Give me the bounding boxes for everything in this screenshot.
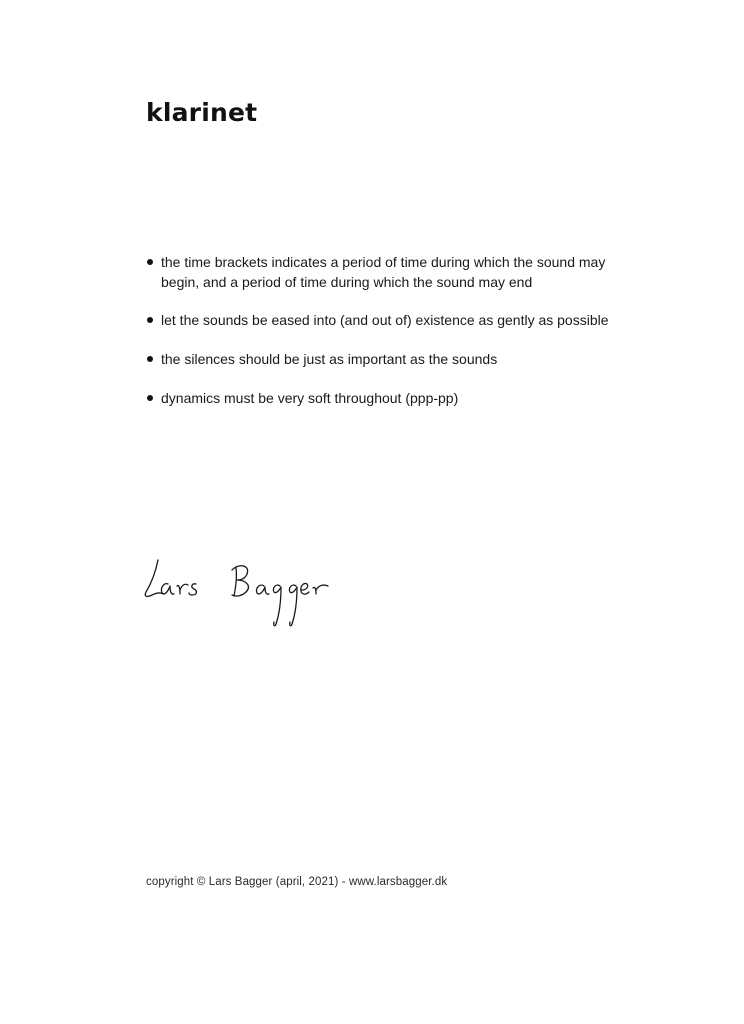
bullet-icon [147,317,153,323]
performance-note [146,310,646,330]
copyright-text: copyright © Lars Bagger (april, 2021) - www.larsbagger.dk [146,876,448,888]
performance-note [146,252,646,292]
performance-note [146,388,646,408]
performance-notes-list [146,252,646,426]
performance-note [146,349,646,369]
page-title: klarinet [146,98,258,127]
bullet-icon [147,356,153,362]
bullet-icon [147,395,153,401]
bullet-icon [147,259,153,265]
performance-note-text: let the sounds be eased into (and out of) existence as gently as possible [161,312,609,328]
performance-note-text: the time brackets indicates a period of time during which the sound may begin, and a period of time during which the sound may end [161,254,606,290]
performance-note-text: dynamics must be very soft throughout (ppp-pp) [161,390,459,406]
handwritten-signature [140,548,360,638]
performance-note-text: the silences should be just as important as the sounds [161,351,498,367]
